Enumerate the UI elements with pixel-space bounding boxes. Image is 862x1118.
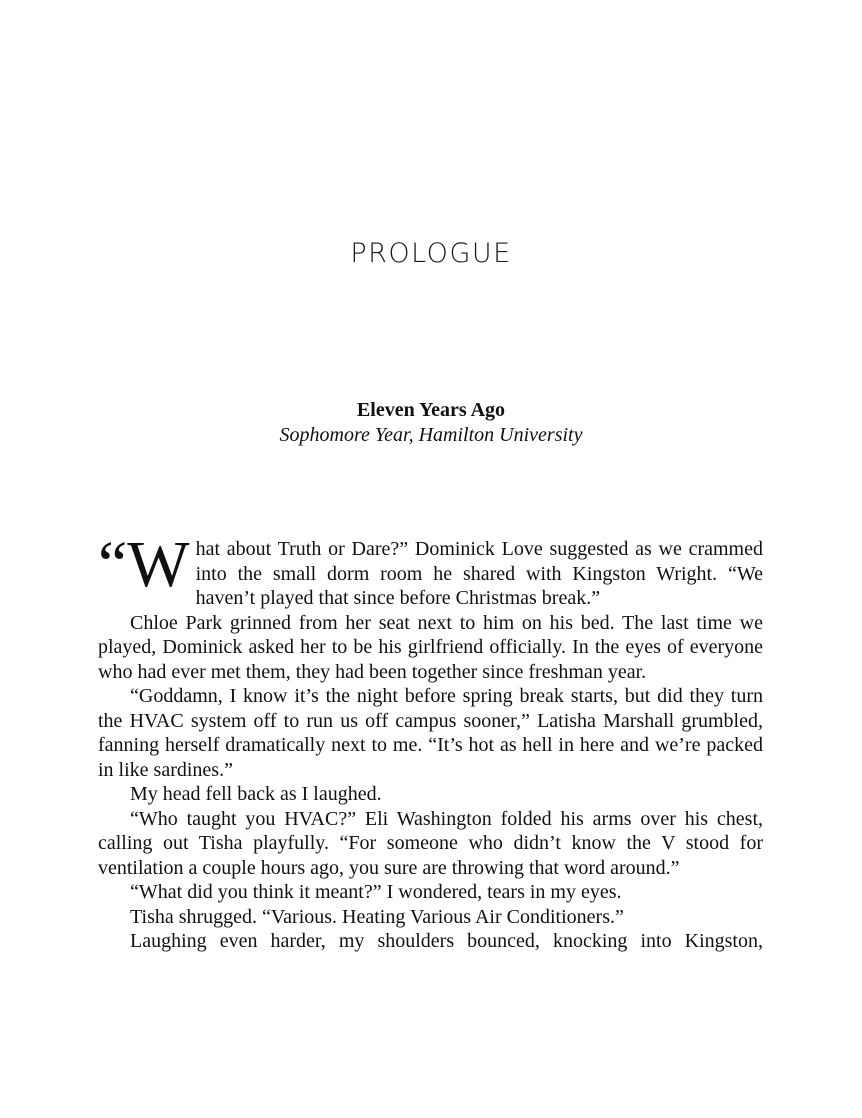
scene-place: Sophomore Year, Hamilton University [279,424,583,446]
scene-heading [0,398,862,448]
paragraph-1 [98,528,763,611]
paragraph-6: “What did you think it meant?” I wondered, tears in my eyes. [130,881,622,903]
paragraph-5: “Who taught you HVAC?” Eli Washington folded his arms over his chest, calling out Tisha playfully. “For someone who didn’t know the V stood for ventilation a couple hours ago, you sure are throwing that word around.” [98,807,763,879]
paragraph-4: My head fell back as I laughed. [130,783,382,805]
paragraph-8: Laughing even harder, my shoulders bounced, knocking into Kingston, [130,930,763,952]
paragraph-3: “Goddamn, I know it’s the night before spring break starts, but did they turn the HVAC system off to run us off campus sooner,” Latisha Marshall grumbled, fanning herself dramatically next to me. “It’s hot as hell in here and we’re packed in like sardines.” [98,685,763,781]
chapter-title: PROLOGUE [350,238,512,269]
paragraph-2: Chloe Park grinned from her seat next to him on his bed. The last time we played, Dominick asked her to be his girlfriend officially. In the eyes of everyone who had ever met them, they had been together since freshman year. [98,611,763,683]
paragraph-7: Tisha shrugged. “Various. Heating Various Air Conditioners.” [130,905,624,928]
scene-time: Eleven Years Ago [356,399,506,421]
drop-cap: “W [98,528,190,601]
body-text [98,528,763,954]
paragraph-1-text: hat about Truth or Dare?” Dominick Love suggested as we crammed into the small dorm room he shared with Kingston Wright. “We haven’t played that since before Christmas break.” [195,538,763,609]
